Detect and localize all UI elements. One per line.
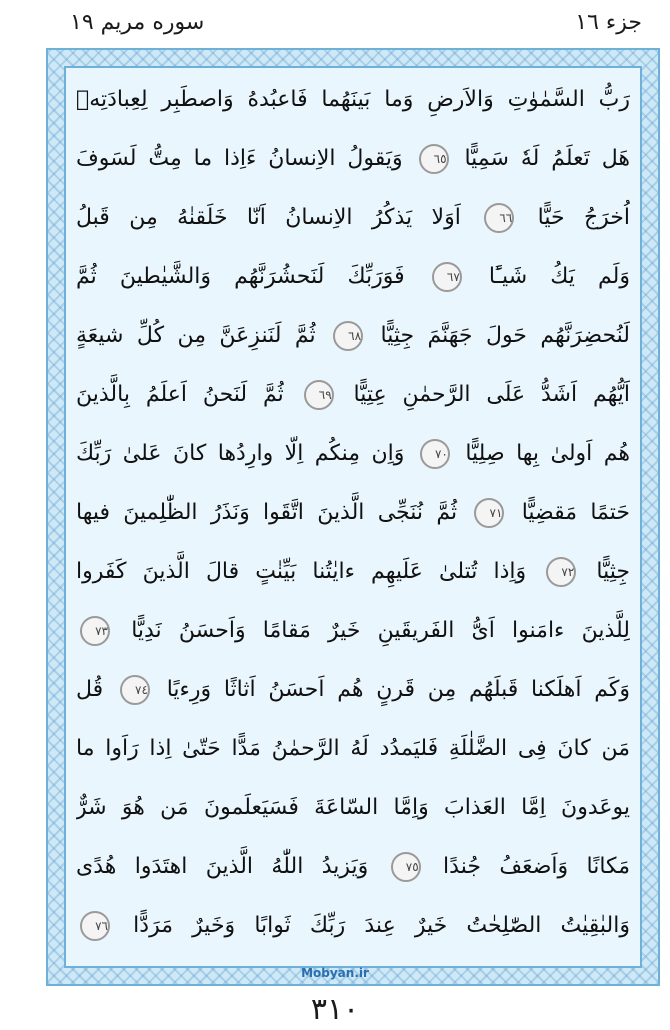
verse-text: اُخرَجُ حَيًّا (537, 205, 630, 230)
verse-text: قُل (76, 677, 104, 702)
verse-text: وَاِن مِنكُم اِلّا وارِدُها كانَ عَلىٰ رَبِّكَ (76, 441, 405, 466)
verse-text: لَنُحضِرَنَّهُم حَولَ جَهَنَّمَ جِثِيًّا (380, 323, 630, 348)
verse-line (76, 428, 630, 480)
verse-text: ثُمَّ لَنَحنُ اَعلَمُ بِالَّذينَ (76, 382, 284, 407)
verse-text: مَكانًا وَاَضعَفُ جُندًا (443, 854, 630, 879)
verse-text: ثُمَّ نُنَجِّى الَّذينَ اتَّقَوا وَنَذَرُ الظّٰلِمينَ فيها (76, 500, 458, 525)
verse-line (76, 782, 630, 834)
verse-text: جِثِيًّا (596, 559, 630, 584)
ayah-number-marker: ٧٣ (80, 616, 110, 646)
verse-text: وَكَم اَهلَكنا قَبلَهُم مِن قَرنٍ هُم اَحسَنُ اَثاثًا وَرِءيًا (166, 677, 630, 702)
verse-line (76, 723, 630, 775)
surah-label: سوره مريم ١٩ (70, 10, 205, 35)
verse-lines (76, 74, 630, 962)
verse-text: هُم اَولىٰ بِها صِلِيًّا (465, 441, 630, 466)
ayah-number-marker: ٦٦ (484, 203, 514, 233)
verse-line (76, 841, 630, 893)
verse-text: وَاِذا تُتلىٰ عَلَيهِم ءايٰتُنا بَيِّنٰتٍ قالَ الَّذينَ كَفَروا (76, 559, 527, 584)
verse-line (76, 487, 630, 539)
verse-line (76, 605, 630, 657)
verse-text: وَلَم يَكُ شَيـًٔا (488, 264, 630, 289)
verse-line (76, 133, 630, 185)
verse-text: حَتمًا مَقضِيًّا (521, 500, 630, 525)
verse-line (76, 310, 630, 362)
verse-text: اَوَلا يَذكُرُ الاِنسانُ اَنّا خَلَقنٰهُ مِن قَبلُ (76, 205, 461, 230)
verse-line (76, 900, 630, 952)
ayah-number-marker: ٧٢ (546, 557, 576, 587)
verse-text: فَوَرَبِّكَ لَنَحشُرَنَّهُم وَالشَّيٰطينَ ثُمَّ (76, 264, 405, 289)
verse-text: مَن كانَ فِى الضَّلٰلَةِ فَليَمدُد لَهُ الرَّحمٰنُ مَدًّا حَتّىٰ اِذا رَاَوا ما (76, 736, 630, 761)
verse-line (76, 369, 630, 421)
watermark-link[interactable]: Mobyan.ir (301, 966, 369, 980)
verse-text: اَيُّهُم اَشَدُّ عَلَى الرَّحمٰنِ عِتِيًّا (353, 382, 630, 407)
ayah-number-marker: ٧٦ (80, 911, 110, 941)
verse-text: وَالبٰقِيٰتُ الصّٰلِحٰتُ خَيرٌ عِندَ رَبِّكَ ثَوابًا وَخَيرٌ مَرَدًّا (133, 913, 630, 938)
verse-text: رَبُّ السَّمٰوٰتِ وَالاَرضِ وَما بَينَهُما فَاعبُدهُ وَاصطَبِر لِعِبادَتِهٖ (76, 87, 630, 112)
ayah-number-marker: ٧٠ (420, 439, 450, 469)
ayah-number-marker: ٦٥ (419, 144, 449, 174)
verse-text: ثُمَّ لَنَنزِعَنَّ مِن كُلِّ شيعَةٍ (76, 323, 316, 348)
juz-label: جزء ١٦ (575, 10, 642, 35)
page-number: ٣١٠ (310, 992, 360, 1027)
verse-text: وَيَقولُ الاِنسانُ ءَاِذا ما مِتُّ لَسَوفَ (76, 146, 403, 171)
verse-text: يوعَدونَ اِمَّا العَذابَ وَاِمَّا السّاعَةَ فَسَيَعلَمونَ مَن هُوَ شَرٌّ (76, 795, 630, 820)
ayah-number-marker: ٧٤ (120, 675, 150, 705)
page-header (0, 0, 670, 52)
verse-text: لِلَّذينَ ءامَنوا اَىُّ الفَريقَينِ خَيرٌ مَقامًا وَاَحسَنُ نَدِيًّا (131, 618, 630, 643)
verse-text: هَل تَعلَمُ لَهٗ سَمِيًّا (464, 146, 630, 171)
ayah-number-marker: ٧٥ (391, 852, 421, 882)
ayah-number-marker: ٧١ (474, 498, 504, 528)
verse-line (76, 664, 630, 716)
ayah-number-marker: ٦٩ (304, 380, 334, 410)
verse-line (76, 74, 630, 126)
ayah-number-marker: ٦٨ (333, 321, 363, 351)
verse-line (76, 192, 630, 244)
ayah-number-marker: ٦٧ (432, 262, 462, 292)
verse-text: وَيَزيدُ اللّٰهُ الَّذينَ اهتَدَوا هُدًى (76, 854, 369, 879)
verse-line (76, 251, 630, 303)
verse-line (76, 546, 630, 598)
